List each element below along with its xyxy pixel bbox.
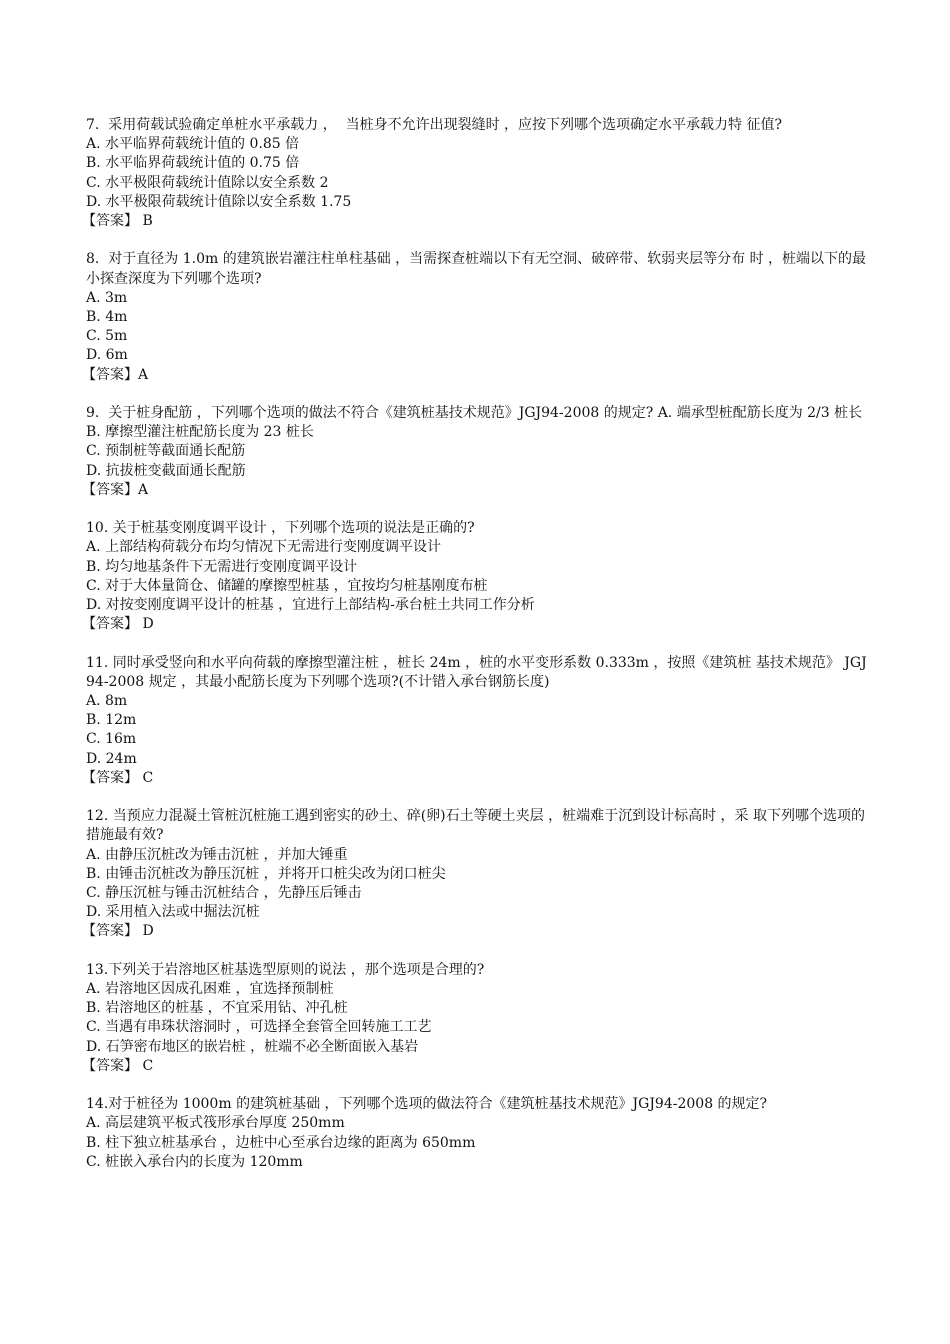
question-12 [82,807,876,941]
question-7 [82,116,876,231]
option-c: C. 当遇有串珠状溶洞时 ，可选择全套管全回转施工工艺 [86,1019,432,1036]
option-a: A. 上部结构荷载分布均匀情况下无需进行变刚度调平设计 [86,539,442,556]
question-9 [82,404,876,500]
option-a: A. 3m [86,289,128,306]
option-b: B. 均匀地基条件下无需进行变刚度调平设计 [86,558,358,575]
answer: 【答案】 B [82,213,153,230]
option-d: D. 6m [86,347,128,364]
answer: 【答案】 C [82,769,154,786]
question-13 [82,961,876,1076]
question-stem: 14.对于桩径为 1000m 的建筑桩基础 ，下列哪个选项的做法符合《建筑桩基技术规范》JGJ94-2008 的规定? [86,1096,768,1113]
question-8 [82,250,876,384]
option-b: B. 4m [86,309,128,326]
option-d: D. 对按变刚度调平设计的桩基 ，宜进行上部结构-承台桩土共同工作分析 [86,597,535,614]
question-stem: 8. 对于直径为 1.0m 的建筑嵌岩灌注柱单柱基础 ，当需探查桩端以下有无空洞、破碎带、软弱夹层等分布 时 ，桩端以下的最小探查深度为下列哪个选项? [86,251,867,287]
option-b: B. 12m [86,712,137,729]
option-d: D. 24m [86,750,137,767]
option-d: D. 石笋密布地区的嵌岩桩 ，桩端不必全断面嵌入基岩 [86,1038,419,1055]
option-a: A. 水平临界荷载统计值的 0.85 倍 [86,136,300,153]
answer: 【答案】A [82,366,149,383]
option-c: C. 桩嵌入承台内的长度为 120mm [86,1153,303,1170]
option-c: C. 水平极限荷载统计值除以安全系数 2 [86,174,329,191]
option-a: A. 8m [86,693,128,710]
question-stem: 13.下列关于岩溶地区桩基选型原则的说法 ，那个选项是合理的? [86,961,485,978]
option-b: B. 由锤击沉桩改为静压沉桩 ，并将开口桩尖改为闭口桩尖 [86,865,446,882]
option-a: A. 岩溶地区因成孔困难 ，宜选择预制桩 [86,981,334,998]
option-d: D. 采用植入法或中掘法沉桩 [86,904,260,921]
option-b: B. 柱下独立桩基承台 ，边桩中心至承台边缘的距离为 650mm [86,1134,476,1151]
option-b: B. 岩溶地区的桩基 ，不宜采用钻、冲孔桩 [86,1000,348,1017]
question-stem: 10. 关于桩基变刚度调平设计 ，下列哪个选项的说法是正确的? [86,520,475,537]
option-b: B. 水平临界荷载统计值的 0.75 倍 [86,155,300,172]
answer: 【答案】 C [82,1057,154,1074]
option-a: A. 由静压沉桩改为锤击沉桩 ，并加大锤重 [86,846,348,863]
answer: 【答案】 D [82,616,154,633]
question-11 [82,654,876,788]
question-10 [82,519,876,634]
question-stem: 9. 关于桩身配筋 ，下列哪个选项的做法不符合《建筑桩基技术规范》JGJ94-2008 的规定? A. 端承型桩配筋长度为 2/3 桩长 [86,405,863,422]
option-d: D. 抗拔桩变截面通长配筋 [86,462,246,479]
question-stem: 12. 当预应力混凝土管桩沉桩施工遇到密实的砂土、碎(卵)石土等硬土夹层 ，桩端难于沉到设计标高时 ，采 取下列哪个选项的措施最有效? [86,808,865,844]
option-c: C. 5m [86,328,128,345]
question-stem: 11. 同时承受竖向和水平向荷载的摩擦型灌注桩 ，桩长 24m ，桩的水平变形系数 0.333m ，按照《建筑桩 基技术规范》 JGJ 94-2008 规定 ，其最小配筋长度为下列哪个选项?(不计错入承台钢筋长度) [86,654,872,690]
answer: 【答案】 D [82,923,154,940]
document-page [82,116,876,1191]
option-c: C. 对于大体量筒仓、储罐的摩擦型桩基 ，宜按均匀桩基刚度布桩 [86,577,488,594]
option-c: C. 预制桩等截面通长配筋 [86,443,246,460]
option-b: B. 摩擦型灌注桩配筋长度为 23 桩长 [86,424,314,441]
answer: 【答案】A [82,481,149,498]
option-a: A. 高层建筑平板式筏形承台厚度 250mm [86,1115,345,1132]
question-14 [86,1095,876,1172]
option-c: C. 16m [86,731,137,748]
option-d: D. 水平极限荷载统计值除以安全系数 1.75 [86,193,352,210]
option-c: C. 静压沉桩与锤击沉桩结合 ，先静压后锤击 [86,885,362,902]
question-stem: 7. 采用荷载试验确定单桩水平承载力 ， 当桩身不允许出现裂缝时 ，应按下列哪个选项确定水平承载力特 征值? [86,117,783,133]
